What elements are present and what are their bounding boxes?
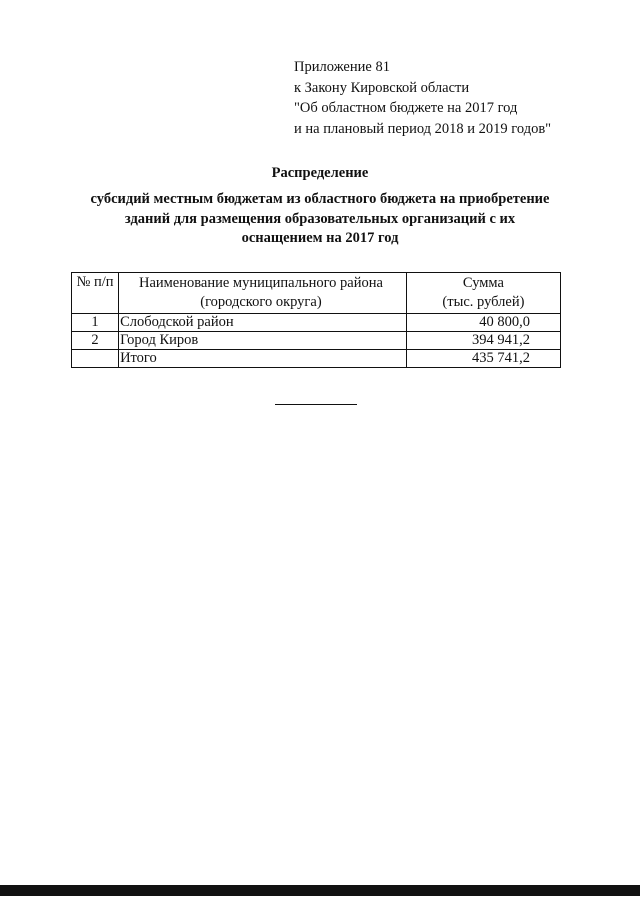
row-sum: 394 941,2 [406, 332, 560, 350]
header-num: № п/п [72, 273, 119, 314]
distribution-table [71, 272, 561, 368]
subtitle-line-2: зданий для размещения образовательных организаций с их [124, 210, 516, 227]
appendix-header [294, 57, 551, 139]
scan-bottom-edge [0, 885, 640, 896]
header-sum-line-2: (тыс. рублей) [442, 294, 525, 310]
table-header-row [72, 273, 561, 314]
row-name: Город Киров [119, 332, 407, 350]
closing-divider [275, 404, 357, 405]
total-label: Итого [119, 350, 407, 368]
subtitle-line-3: оснащением на 2017 год [241, 230, 399, 246]
header-sum-line-1: Сумма [462, 275, 504, 291]
table-row [72, 332, 561, 350]
row-sum: 40 800,0 [406, 314, 560, 332]
appendix-number: Приложение 81 [294, 59, 390, 75]
row-num: 1 [72, 314, 119, 332]
header-name-line-1: Наименование муниципального района [138, 275, 383, 291]
table-total-row [72, 350, 561, 368]
total-sum: 435 741,2 [406, 350, 560, 368]
document-title: Распределение [271, 165, 369, 181]
table-row [72, 314, 561, 332]
header-name [119, 273, 407, 314]
row-name: Слободской район [119, 314, 407, 332]
appendix-law-period: и на плановый период 2018 и 2019 годов" [294, 120, 552, 137]
row-num: 2 [72, 332, 119, 350]
header-name-line-2: (городского округа) [200, 294, 322, 310]
total-num [72, 350, 119, 368]
document-subtitle [70, 190, 570, 249]
appendix-law-reference: к Закону Кировской области [294, 79, 470, 96]
appendix-law-title: "Об областном бюджете на 2017 год [294, 100, 518, 116]
subtitle-line-1: субсидий местным бюджетам из областного бюджета на приобретение [90, 191, 550, 207]
header-sum [406, 273, 560, 314]
